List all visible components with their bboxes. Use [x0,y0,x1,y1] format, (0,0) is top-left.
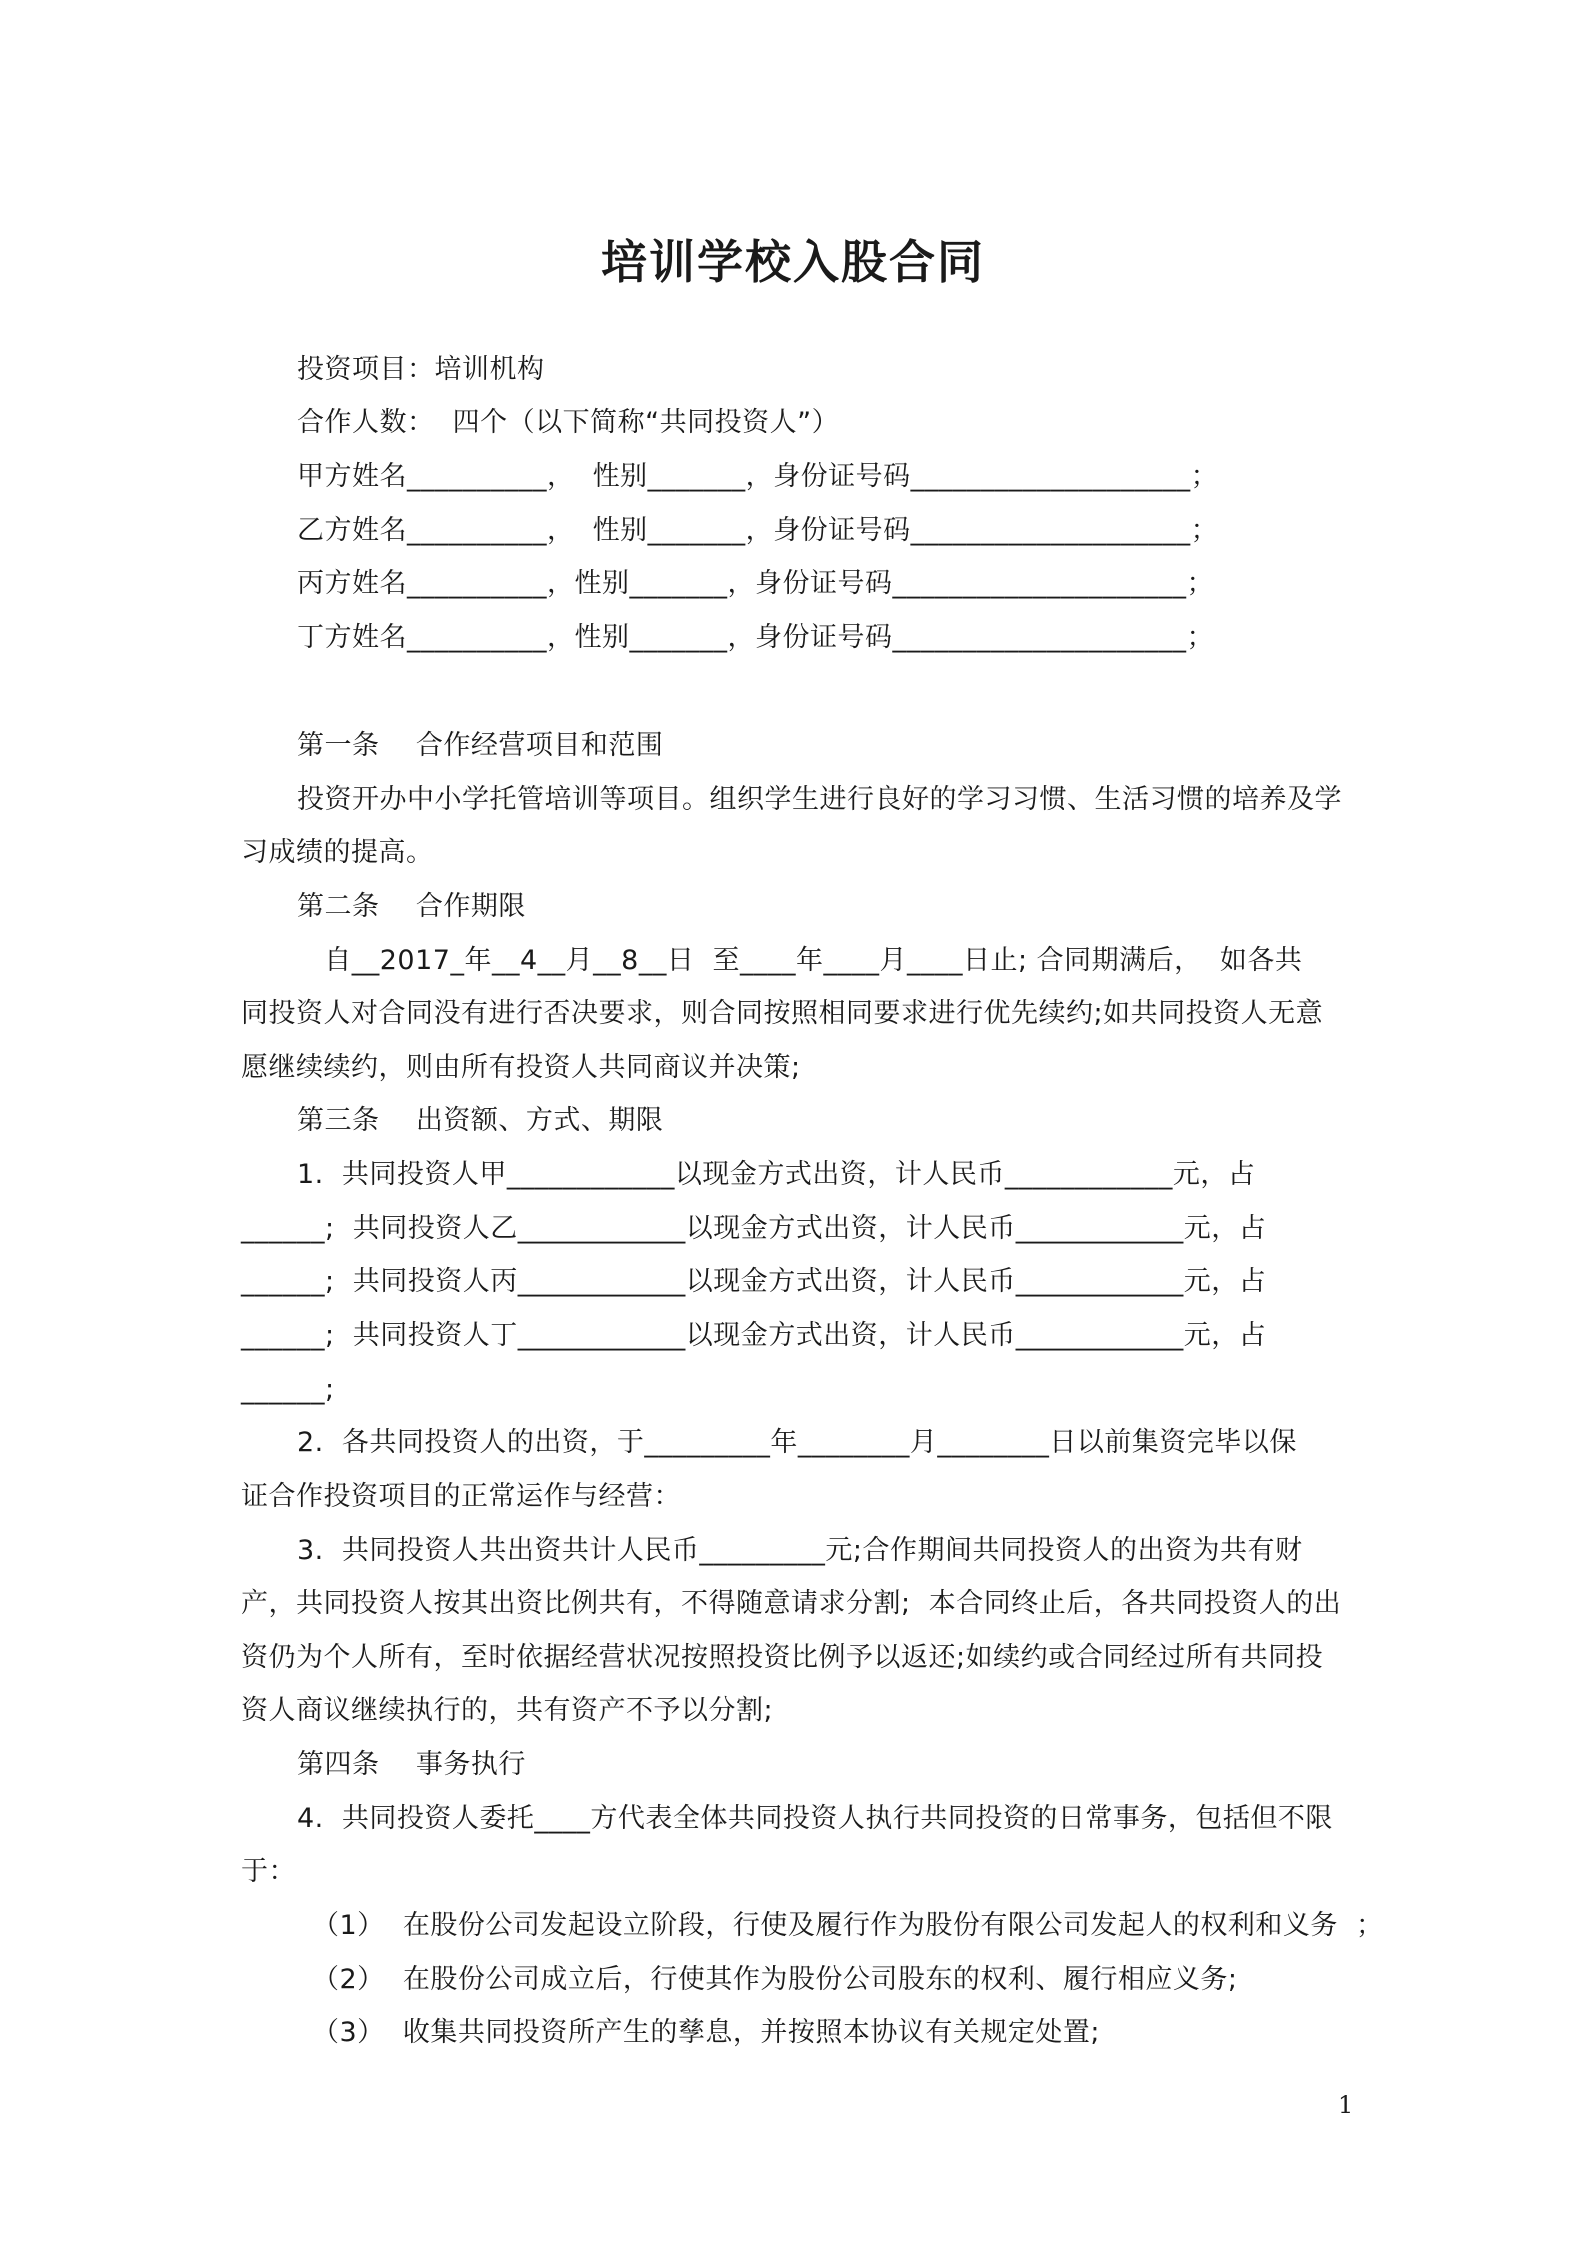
article-1-heading: 第一条 合作经营项目和范围 [297,730,664,761]
article-3-item-3: 3. 共同投资人共出资共计人民币_________元;合作期间共同投资人的出资为共有财 [297,1535,1303,1566]
article-3-item-1: ______; 共同投资人丁____________以现金方式出资，计人民币____________元，占 [241,1320,1267,1351]
article-3-item-2: 证合作投资项目的正常运作与经营： [241,1481,681,1512]
article-4-item-4: 于： [241,1856,296,1887]
partners-line: 合作人数： 四个（以下简称“共同投资人”） [297,407,840,438]
article-2-heading: 第二条 合作期限 [297,891,526,922]
article-3-item-3: 资人商议继续执行的，共有资产不予以分割; [241,1695,774,1726]
article-2-text: 同投资人对合同没有进行否决要求，则合同按照相同要求进行优先续约;如共同投资人无意 [241,998,1324,1029]
article-3-item-1: 1. 共同投资人甲____________以现金方式出资，计人民币____________元，占 [297,1159,1256,1190]
article-1-text: 投资开办中小学托管培训等项目。组织学生进行良好的学习习惯、生活习惯的培养及学 [297,784,1342,815]
article-3-item-1: ______; 共同投资人乙____________以现金方式出资，计人民币____________元，占 [241,1213,1267,1244]
article-3-heading: 第三条 出资额、方式、期限 [297,1105,664,1136]
article-3-item-3: 产，共同投资人按其出资比例共有，不得随意请求分割; 本合同终止后，各共同投资人的出 [241,1588,1342,1619]
article-3-item-3: 资仍为个人所有，至时依据经营状况按照投资比例予以返还;如续约或合同经过所有共同投 [241,1642,1324,1673]
project-line: 投资项目：培训机构 [297,354,545,385]
party-a-line: 甲方姓名__________， 性别_______，身份证号码____________________； [297,461,1219,492]
document-title: 培训学校入股合同 [601,235,985,289]
article-4-sub-2: （2） 在股份公司成立后，行使其作为股份公司股东的权利、履行相应义务; [312,1964,1238,1995]
article-4-item-4: 4. 共同投资人委托____方代表全体共同投资人执行共同投资的日常事务，包括但不限 [297,1803,1333,1834]
article-2-text: 自__2017_年__4__月__8__日 至____年____月____日止; 合同期满后， 如各共 [297,945,1303,976]
article-4-sub-3: （3） 收集共同投资所产生的孳息，并按照本协议有关规定处置; [312,2017,1100,2048]
party-c-line: 丙方姓名__________，性别_______，身份证号码_____________________； [297,568,1214,599]
article-1-text: 习成绩的提高。 [241,837,434,868]
article-3-item-1: ______; [241,1374,335,1405]
party-d-line: 丁方姓名__________，性别_______，身份证号码_____________________； [297,622,1214,653]
page-number: 1 [1338,2091,1354,2119]
article-3-item-2: 2. 各共同投资人的出资，于_________年________月________日以前集资完毕以保 [297,1427,1297,1458]
party-b-line: 乙方姓名__________， 性别_______，身份证号码____________________； [297,515,1219,546]
article-3-item-1: ______; 共同投资人丙____________以现金方式出资，计人民币____________元，占 [241,1266,1267,1297]
article-2-text: 愿继续续约，则由所有投资人共同商议并决策; [241,1052,801,1083]
article-4-sub-1: （1） 在股份公司发起设立阶段，行使及履行作为股份有限公司发起人的权利和义务 ； [312,1910,1384,1941]
article-4-heading: 第四条 事务执行 [297,1749,526,1780]
